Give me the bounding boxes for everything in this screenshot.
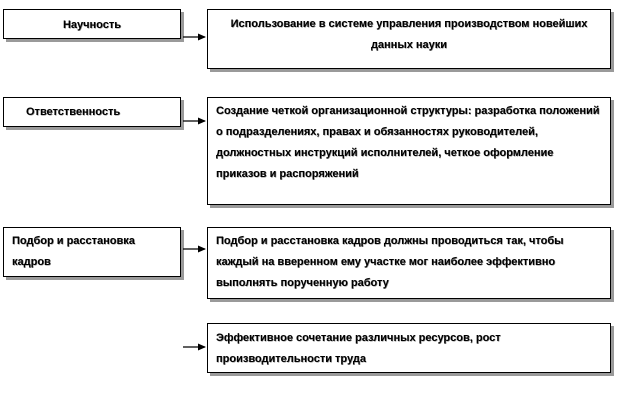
principle-label-science: Научность	[62, 19, 122, 31]
principle-label-responsibility: Ответственность	[26, 106, 121, 118]
principle-label-staffing: Подбор и расстановка кадров	[12, 235, 135, 268]
description-text-staffing: Подбор и расстановка кадров должны проводиться так, чтобы каждый на вверенном ему участке мог наиболее эффективно выполнять порученную работу	[216, 235, 564, 289]
description-text-responsibility: Создание четкой организационной структуры: разработка положений о подразделениях, правах и обязанностях руководителей, должностных инструкций исполнителей, четкое оформление приказов и распоряжений	[216, 105, 600, 180]
description-text-science: Использование в системе управления производством новейших данных науки	[230, 18, 588, 51]
description-text-resources: Эффективное сочетание различных ресурсов, рост производительности труда	[216, 332, 501, 365]
